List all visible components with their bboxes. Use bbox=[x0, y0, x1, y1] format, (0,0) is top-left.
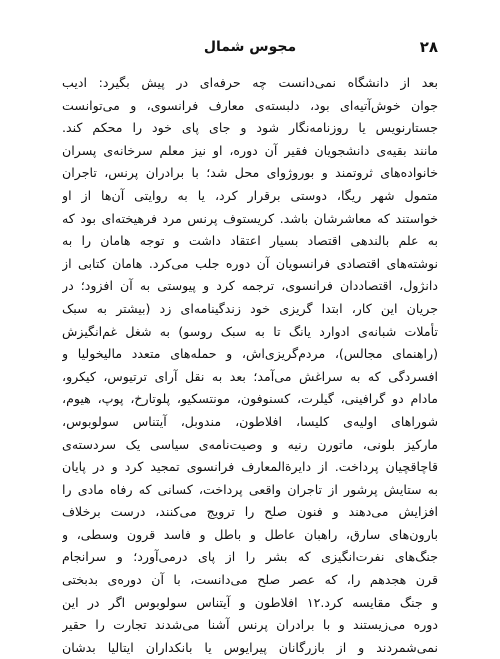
text-line: جوان خوش‌آتیه‌ای بود، دلبسته‌ی معارف فرانسوی، و می‌توانست bbox=[62, 97, 438, 113]
text-line: قرن هجدهم را، که عصر صلح می‌دانست، با آن دوره‌ی بدبختی bbox=[62, 572, 438, 588]
text-line: مانند بقیه‌ی دانشجویان فقیر آن دوره، او نیز معلم سرخانه‌ی پسران bbox=[62, 142, 438, 158]
text-line: مادام دو گرافینی، گیلرت، کسنوفون، مونتسکیو، پلوتارخ، پوپ، هیوم، bbox=[62, 391, 438, 407]
body-text bbox=[62, 72, 438, 659]
page-number: ۲۸ bbox=[419, 38, 438, 56]
text-line: جنگ‌های نفرت‌انگیزی که بشر را از پای درمی‌آورد؛ و سرانجام bbox=[62, 549, 438, 565]
text-line: نمی‌شمردند و از بازرگانان پیرایوس یا بانکداران ایتالیا بدشان bbox=[62, 639, 438, 655]
text-line: به ستایش پرشور از تاجران واقعی پرداخت، کسانی که رفاه مادی را bbox=[62, 481, 438, 497]
text-line: جستارنویس یا روزنامه‌نگار شود و جای پای خود را محکم کند. bbox=[62, 120, 438, 136]
text-line: قاچاقچیان پرداخت. از دایرةالمعارف فرانسوی تمجید کرد و در پایان bbox=[62, 459, 438, 475]
text-line: جریان این کار، ابتدا گریزی خود زندگینامه‌ای زد (بیشتر به سبک bbox=[62, 300, 438, 316]
text-line: خانواده‌های ثروتمند و بوروژوای محل شد؛ با برادران پرنس، تاجران bbox=[62, 165, 438, 181]
text-line: شوراهای اولیه‌ی کلیسا، افلاطون، مندوبل، آیتناس سولوبوس، bbox=[62, 413, 438, 429]
text-line: به علم بالندهی اقتصاد بسیار اعتقاد داشت و توجه هامان را به bbox=[62, 233, 438, 249]
text-line: بارون‌های سارق، راهبان عاطل و باطل و فاسد قرون وسطی، و bbox=[62, 526, 438, 542]
text-line: متمول شهر ریگا، دوستی برقرار کرد، یا به روایتی آن‌ها از او bbox=[62, 187, 438, 203]
text-line: دوره می‌زیستند و با برادران پرنس آشنا می‌شدند تجارت را حقیر bbox=[62, 617, 438, 633]
text-line: بعد از دانشگاه نمی‌دانست چه حرفه‌ای در پیش بگیرد: ادیب bbox=[62, 75, 438, 90]
page-header bbox=[62, 38, 438, 60]
text-line: افسردگی که به سراغش می‌آمد؛ بعد به نقل آرای ترتیوس، کیکرو، bbox=[62, 368, 438, 384]
text-line: تأملات شبانه‌ی ادوارد یانگ تا به سبک روسو) به شغل غم‌انگیزش bbox=[62, 323, 438, 339]
text-line: مارکیز بلونی، ماتورن رنیه و وصیت‌نامه‌ی سیاسی یک سردسته‌ی bbox=[62, 436, 438, 452]
text-line: خواستند که معاشرشان باشد. کریستوف پرنس مرد فرهیخته‌ای بود که bbox=[62, 210, 438, 226]
text-line: (راهنمای مجالس)، مردم‌گریزی‌اش، و حمله‌های متعدد مالیخولیا و bbox=[62, 346, 438, 362]
text-line: دانژول، اقتصاددان فرانسوی، ترجمه کرد و پیوستی به آن افزود؛ در bbox=[62, 278, 438, 294]
text-line: و جنگ مقایسه کرد.۱۲ افلاطون و آیتناس سولوبوس اگر در این bbox=[62, 594, 438, 610]
running-title: مجوس شمال bbox=[203, 39, 297, 55]
text-line: افزایش می‌دهند و فنون صلح را ترویج می‌کنند، درست برخلاف bbox=[62, 504, 438, 520]
text-line: نوشته‌های اقتصادی فرانسویان آن دوره جلب می‌کرد. هامان کتابی از bbox=[62, 255, 438, 271]
